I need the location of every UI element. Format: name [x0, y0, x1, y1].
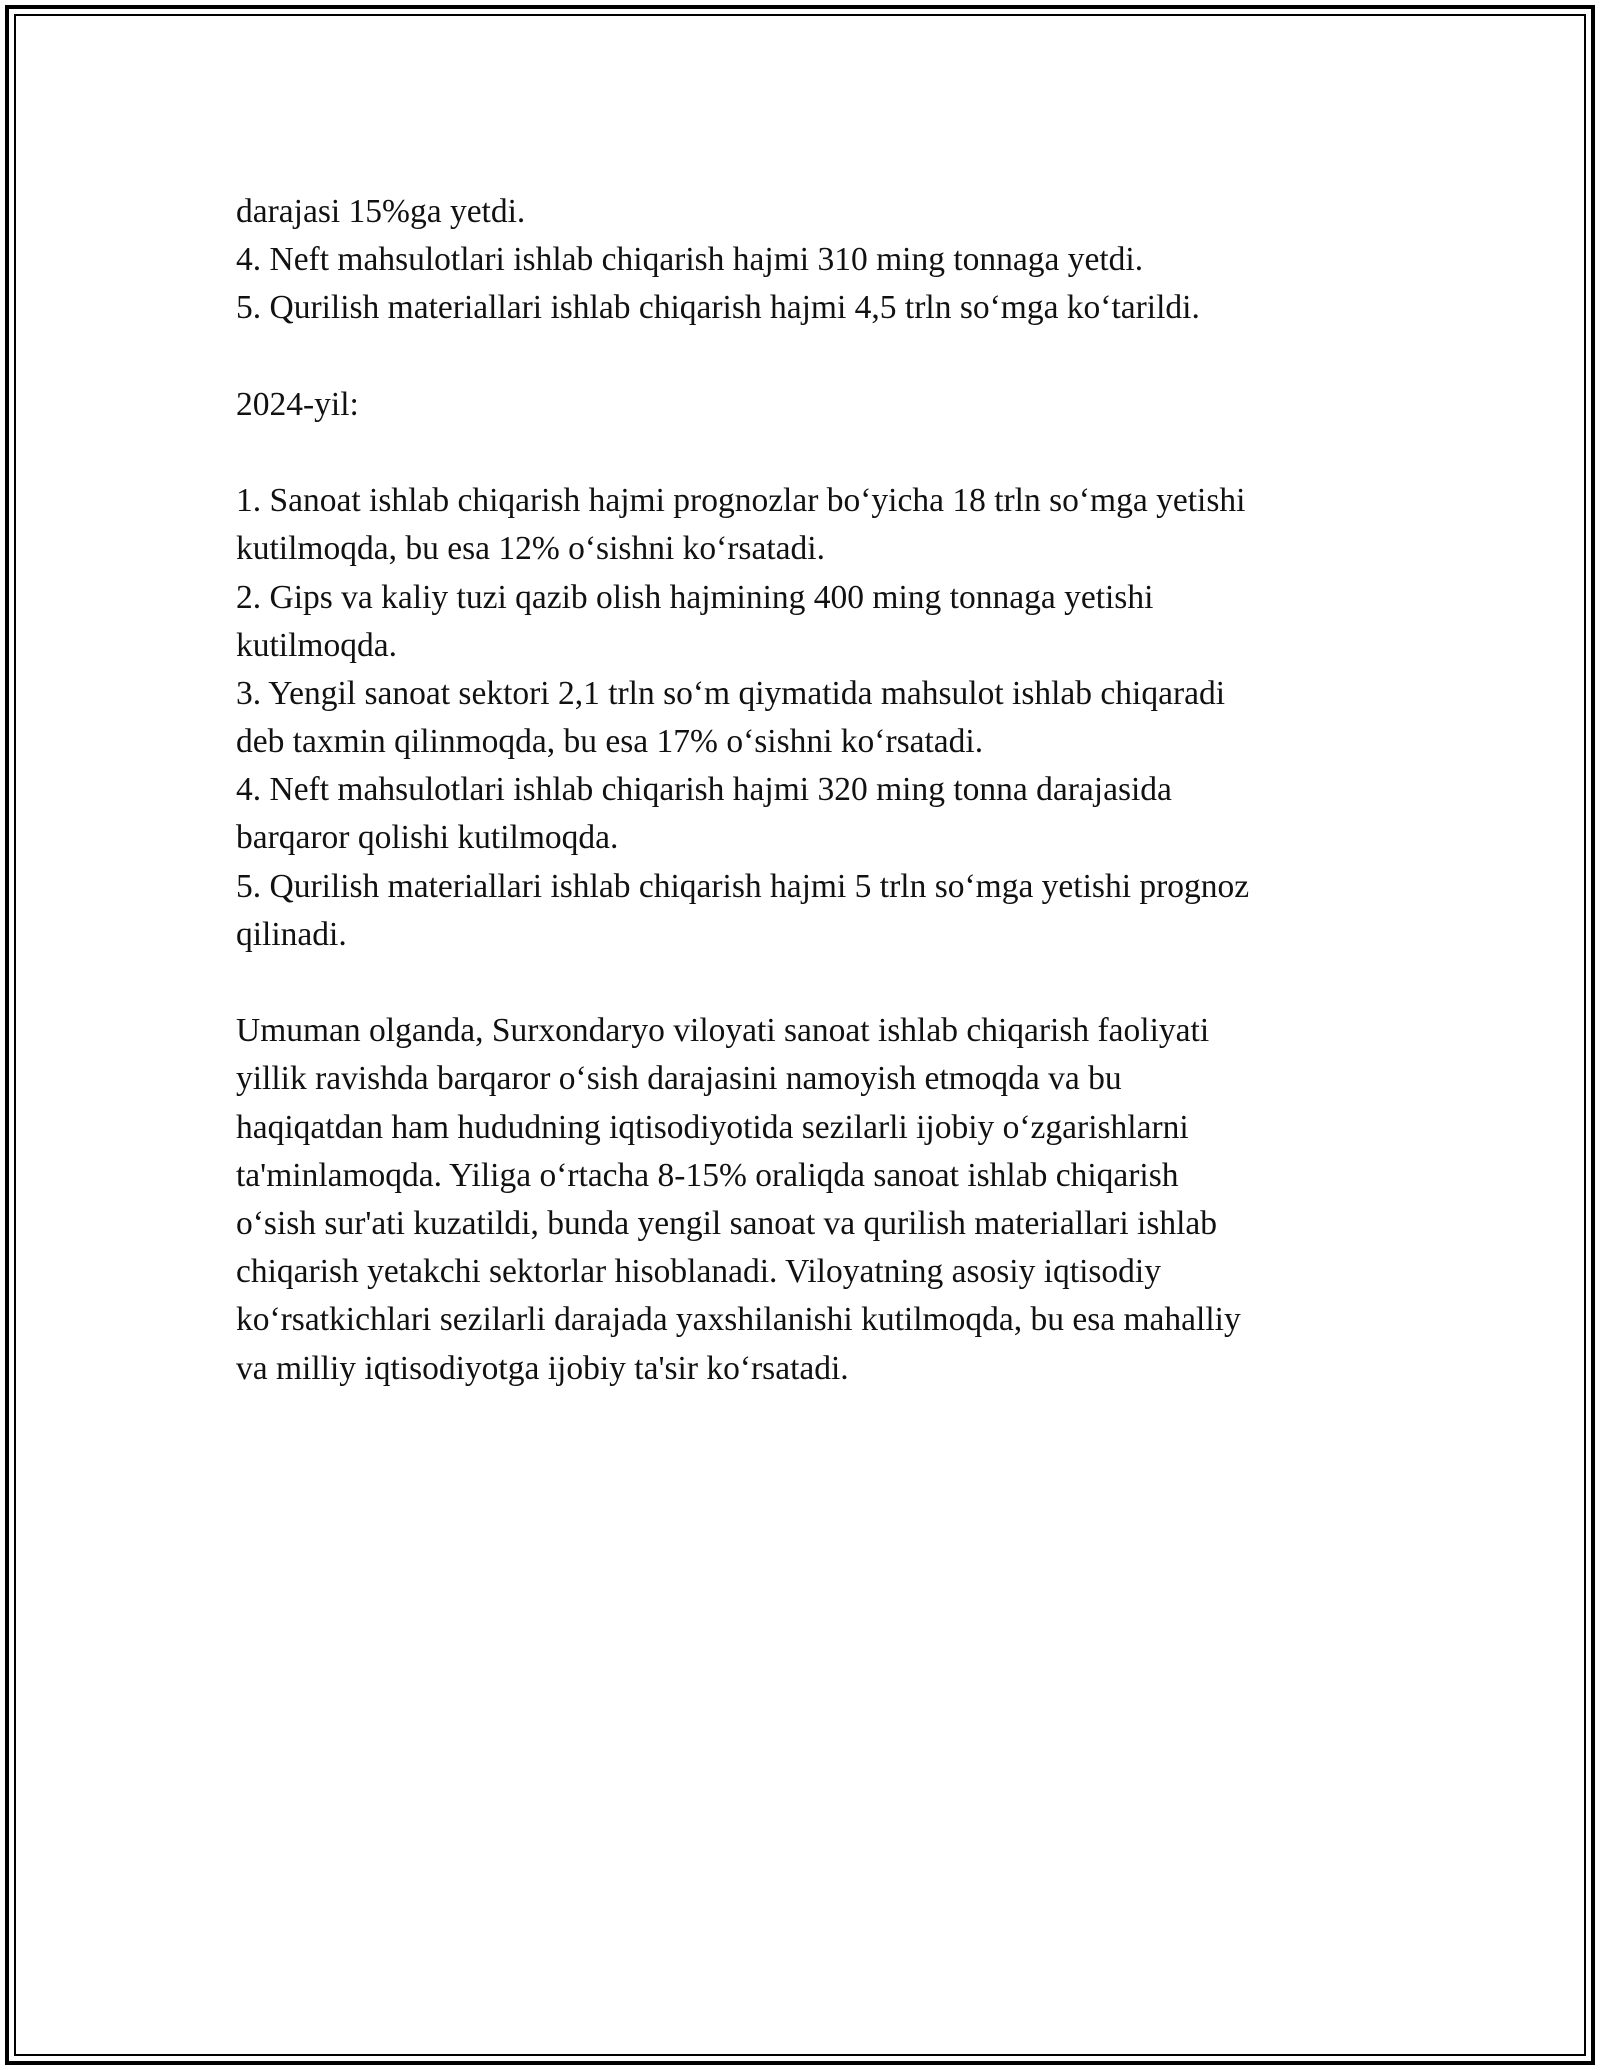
list-item-line: 4. Neft mahsulotlari ishlab chiqarish hajmi 320 ming tonna darajasida	[236, 771, 1172, 809]
list-item-line: deb taxmin qilinmoqda, bu esa 17% o‘sishni ko‘rsatadi.	[236, 723, 984, 761]
text-line: darajasi 15%ga yetdi.	[236, 193, 526, 230]
paragraph-line: Umuman olganda, Surxondaryo viloyati sanoat ishlab chiqarish faoliyati	[236, 1012, 1210, 1050]
list-item-line: 1. Sanoat ishlab chiqarish hajmi prognozlar bo‘yicha 18 trln so‘mga yetishi	[236, 482, 1246, 520]
paragraph-gap	[236, 333, 1366, 381]
conclusion-paragraph	[236, 1007, 1366, 1393]
paragraph-gap	[236, 429, 1366, 477]
document-body	[236, 188, 1366, 1393]
text-line: 5. Qurilish materiallari ishlab chiqarish hajmi 4,5 trln so‘mga ko‘tarildi.	[236, 289, 1200, 327]
list-item-line: 2. Gips va kaliy tuzi qazib olish hajmining 400 ming tonnaga yetishi	[236, 578, 1154, 616]
text-line: 4. Neft mahsulotlari ishlab chiqarish hajmi 310 ming tonnaga yetdi.	[236, 241, 1144, 279]
list-item-line: barqaror qolishi kutilmoqda.	[236, 819, 619, 857]
list-item-line: kutilmoqda, bu esa 12% o‘sishni ko‘rsatadi.	[236, 530, 825, 568]
paragraph-line: va milliy iqtisodiyotga ijobiy ta'sir ko‘rsatadi.	[236, 1349, 849, 1387]
year-heading: 2024-yil:	[236, 385, 359, 423]
list-item-line: qilinadi.	[236, 915, 347, 953]
paragraph-line: ta'minlamoqda. Yiliga o‘rtacha 8-15% oraliqda sanoat ishlab chiqarish	[236, 1156, 1179, 1194]
paragraph-line: ko‘rsatkichlari sezilarli darajada yaxshilanishi kutilmoqda, bu esa mahalliy	[236, 1301, 1241, 1339]
paragraph-line: yillik ravishda barqaror o‘sish darajasini namoyish etmoqda va bu	[236, 1060, 1122, 1098]
paragraph-gap	[236, 959, 1366, 1007]
list-item-line: kutilmoqda.	[236, 626, 397, 664]
paragraph-line: o‘sish sur'ati kuzatildi, bunda yengil sanoat va qurilish materiallari ishlab	[236, 1204, 1218, 1242]
list-item-line: 3. Yengil sanoat sektori 2,1 trln so‘m qiymatida mahsulot ishlab chiqaradi	[236, 674, 1226, 712]
list-item-line: 5. Qurilish materiallari ishlab chiqarish hajmi 5 trln so‘mga yetishi prognoz	[236, 867, 1250, 905]
list-2024	[236, 477, 1366, 959]
paragraph-line: haqiqatdan ham hududning iqtisodiyotida sezilarli ijobiy o‘zgarishlarni	[236, 1108, 1189, 1146]
paragraph-line: chiqarish yetakchi sektorlar hisoblanadi. Viloyatning asosiy iqtisodiy	[236, 1253, 1161, 1291]
